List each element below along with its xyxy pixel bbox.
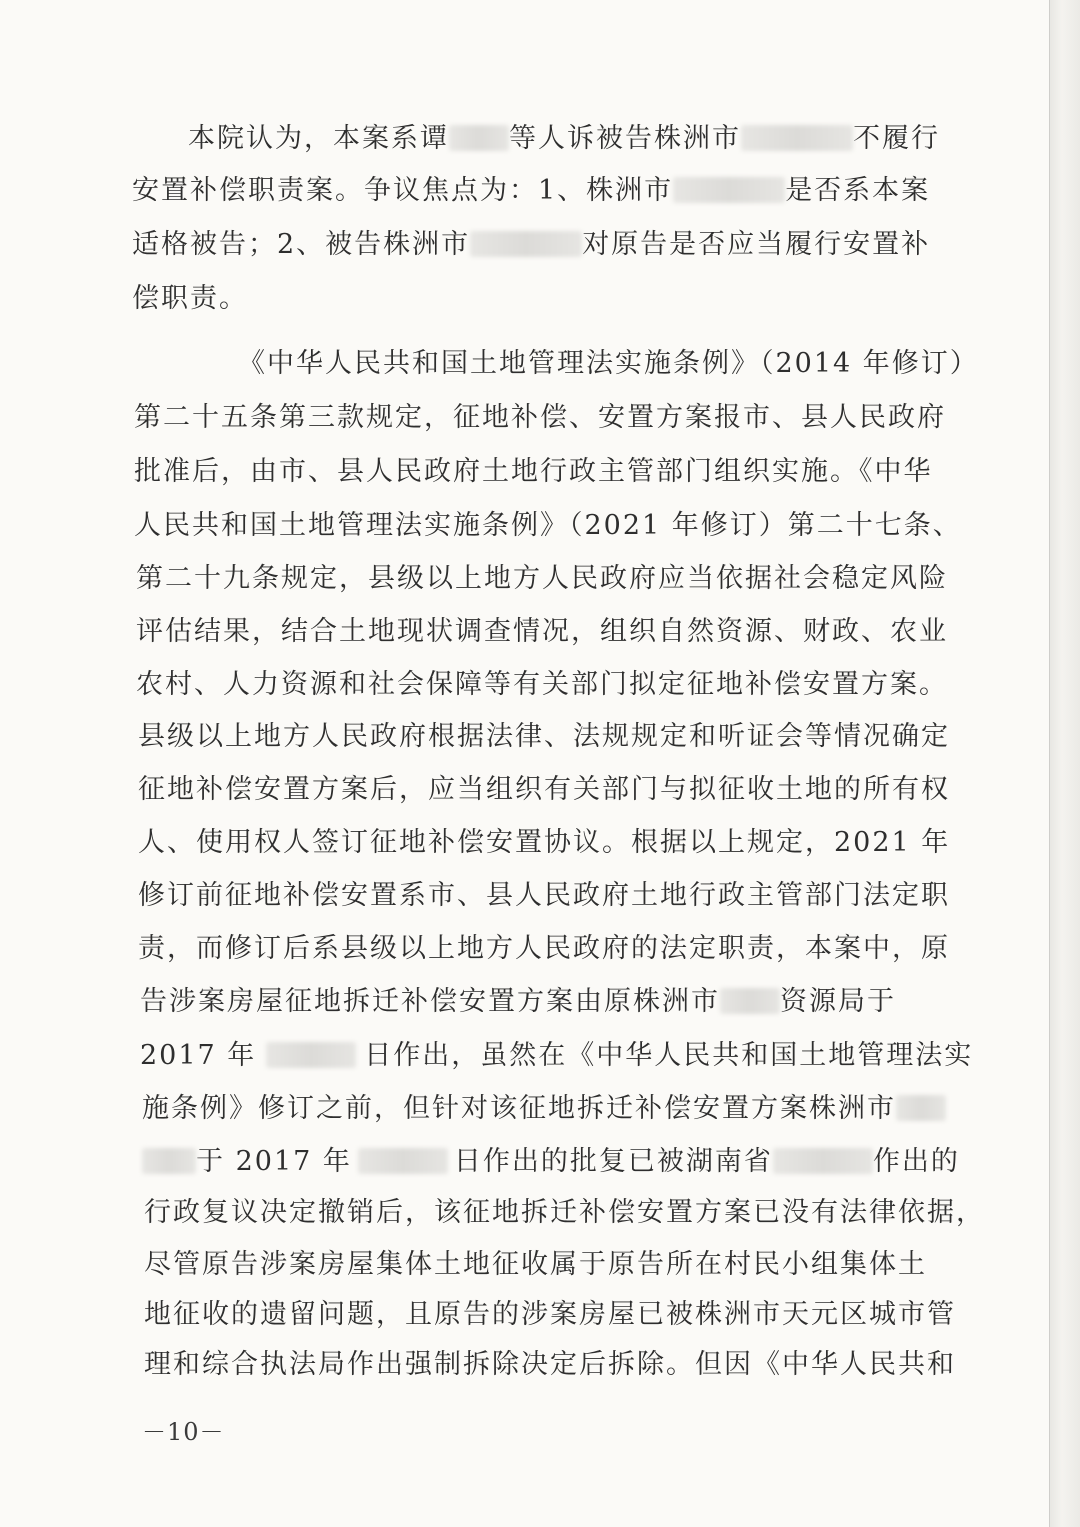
- text-span: 作出的: [872, 1146, 960, 1177]
- redaction-block: [773, 1148, 873, 1174]
- text-line-13: 征地补偿安置方案后，应当组织有关部门与拟征收土地的所有权: [138, 774, 950, 805]
- redaction-block: [470, 231, 582, 257]
- page-edge: [1049, 0, 1080, 1527]
- text-line-12: 县级以上地方人民政府根据法律、法规规定和听证会等情况确定: [138, 721, 950, 752]
- redaction-block: [449, 125, 509, 151]
- redaction-block: [720, 988, 780, 1014]
- text-span: 施条例》修订之前，但针对该征地拆迁补偿安置方案株洲市: [142, 1093, 896, 1124]
- text-line-6: 第二十五条第三款规定，征地补偿、安置方案报市、县人民政府: [134, 402, 946, 433]
- text-line-2: [132, 174, 930, 208]
- text-span: 对原告是否应当履行安置补: [582, 229, 931, 260]
- text-span: 不履行: [853, 123, 940, 154]
- text-line-1: [188, 122, 940, 156]
- text-span: 等人诉被告株洲市: [509, 123, 741, 154]
- text-line-10: 评估结果，结合土地现状调查情况，组织自然资源、财政、农业: [136, 616, 948, 647]
- text-span: 告涉案房屋征地拆迁补偿安置方案由原株洲市: [140, 986, 720, 1017]
- text-span: 2017 年: [140, 1040, 257, 1071]
- redaction-block: [673, 177, 785, 203]
- text-line-20: [142, 1145, 960, 1179]
- text-line-24: 理和综合执法局作出强制拆除决定后拆除。但因《中华人民共和: [144, 1349, 956, 1380]
- text-span: 安置补偿职责案。争议焦点为：1、株洲市: [132, 175, 674, 206]
- text-span: 是否系本案: [785, 175, 931, 206]
- redaction-block: [741, 125, 853, 151]
- text-line-14: 人、使用权人签订征地补偿安置协议。根据以上规定，2021 年: [138, 827, 951, 858]
- text-line-7: 批准后，由市、县人民政府土地行政主管部门组织实施。《中华: [134, 456, 933, 487]
- text-line-15: 修订前征地补偿安置系市、县人民政府土地行政主管部门法定职: [138, 880, 950, 911]
- redaction-block: [896, 1095, 946, 1121]
- text-line-4: [132, 282, 248, 316]
- text-line-17: [140, 985, 896, 1019]
- text-line-21: 行政复议决定撤销后，该征地拆迁补偿安置方案已没有法律依据，: [144, 1197, 985, 1228]
- text-span: 于 2017 年: [196, 1146, 352, 1177]
- text-line-16: 责，而修订后系县级以上地方人民政府的法定职责，本案中，原: [138, 933, 950, 964]
- redaction-block: [142, 1148, 196, 1174]
- text-span: 偿职责。: [132, 283, 248, 314]
- text-span: 日作出的批复已被湖南省: [453, 1146, 773, 1177]
- text-line-8: 人民共和国土地管理法实施条例》（2021 年修订）第二十七条、: [134, 510, 962, 541]
- text-line-11: 农村、人力资源和社会保障等有关部门拟定征地补偿安置方案。: [136, 669, 948, 700]
- text-line-22: 尽管原告涉案房屋集体土地征收属于原告所在村民小组集体土: [144, 1249, 927, 1280]
- text-line-23: 地征收的遗留问题，且原告的涉案房屋已被株洲市天元区城市管: [144, 1299, 956, 1330]
- text-line-3: [132, 228, 930, 262]
- text-span: 日作出，虽然在《中华人民共和国土地管理法实: [364, 1040, 974, 1071]
- redaction-block: [266, 1042, 356, 1068]
- text-line-18: [140, 1039, 973, 1073]
- redaction-block: [358, 1148, 448, 1174]
- text-line-9: 第二十九条规定，县级以上地方人民政府应当依据社会稳定风险: [136, 563, 948, 594]
- page-number: －10－: [142, 1418, 225, 1446]
- text-span: 本院认为，本案系谭: [188, 123, 449, 154]
- text-line-19: [142, 1092, 946, 1126]
- text-span: 适格被告；2、被告株洲市: [132, 229, 471, 260]
- text-line-5: 《中华人民共和国土地管理法实施条例》（2014 年修订）: [238, 348, 979, 379]
- text-span: 资源局于: [780, 986, 896, 1017]
